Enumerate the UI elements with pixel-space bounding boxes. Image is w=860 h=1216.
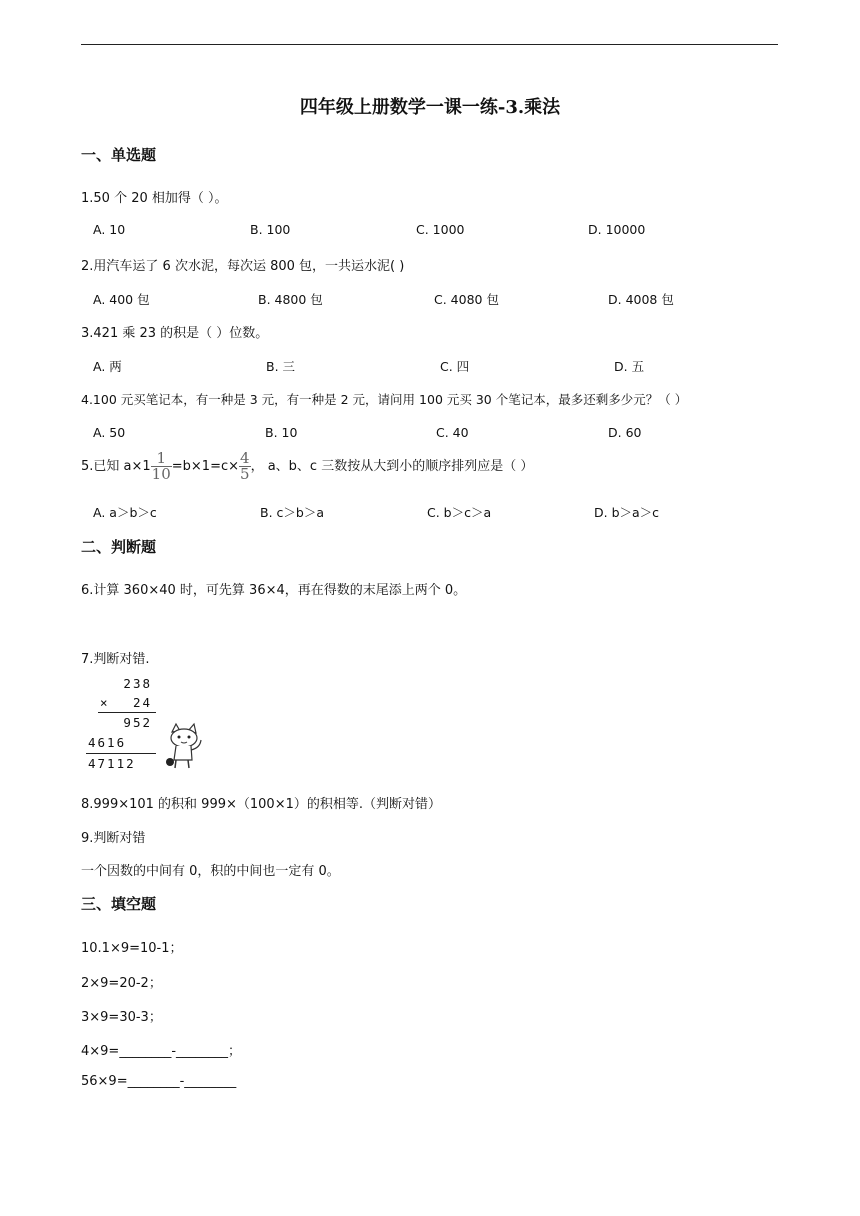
question-2: 2.用汽车运了 6 次水泥，每次运 800 包，一共运水泥( ) [81,259,405,274]
question-10-line-4: 4×9=________-________； [81,1044,242,1059]
option-3a: A. 两 [93,359,122,374]
option-5a: A. a＞b＞c [93,505,157,520]
option-2d: D. 4008 包 [608,292,674,307]
option-1c: C. 1000 [416,222,465,237]
question-10-line-5: 56×9=________-________ [81,1074,237,1089]
question-6: 6.计算 360×40 时，可先算 36×4，再在得数的末尾添上两个 0。 [81,583,467,598]
option-1a: A. 10 [93,222,126,237]
vertical-multiplication [84,674,214,774]
fraction-four-fifths [239,451,251,482]
option-3d: D. 五 [614,359,645,374]
calc-line [98,712,156,713]
option-1b: B. 100 [250,222,291,237]
calc-partial-1: 952 [123,715,152,730]
option-2b: B. 4800 包 [258,292,323,307]
option-2a: A. 400 包 [93,292,150,307]
option-2c: C. 4080 包 [434,292,499,307]
header-rule [81,44,778,45]
option-5b: B. c＞b＞a [260,505,324,520]
question-8: 8.999×101 的积和 999×（100×1）的积相等.（判断对错） [81,797,442,812]
fraction-numerator: 4 [240,449,250,467]
question-4: 4.100 元买笔记本，有一种是 3 元，有一种是 2 元，请问用 100 元买 30 个笔记本，最多还剩多少元？（ ） [81,392,688,407]
question-5 [81,451,533,482]
calc-product: 47112 [88,756,136,771]
question-10-line-2: 2×9=20-2； [81,976,162,991]
option-4a: A. 50 [93,425,126,440]
option-3b: B. 三 [266,359,296,374]
fraction-denominator: 10 [151,465,171,483]
option-5c: C. b＞c＞a [427,505,492,520]
calc-line [86,753,156,754]
multiply-sign: × [100,695,110,710]
fraction-denominator: 5 [240,465,250,483]
question-5-middle: =b×1=c× [171,459,240,474]
cartoon-cat-icon [164,722,208,770]
question-10-line-1: 10.1×9=10-1； [81,941,183,956]
question-9-statement: 一个因数的中间有 0，积的中间也一定有 0。 [81,864,340,879]
option-5d: D. b＞a＞c [594,505,660,520]
option-4b: B. 10 [265,425,298,440]
page-title: 四年级上册数学一课一练-3.乘法 [299,97,561,118]
question-7: 7.判断对错. [81,652,150,667]
question-3: 3.421 乘 23 的积是（ ）位数。 [81,326,269,341]
calc-partial-2: 4616 [88,735,127,750]
question-9: 9.判断对错 [81,831,146,846]
calc-multiplier: 24 [132,695,152,710]
question-5-prefix: 5.已知 a×1 [81,459,151,474]
calc-multiplicand: 238 [123,676,152,691]
option-3c: C. 四 [440,359,470,374]
fraction-numerator: 1 [156,449,166,467]
question-5-suffix: ， a、b、c 三数按从大到小的顺序排列应是（ ） [250,459,534,474]
option-4c: C. 40 [436,425,469,440]
option-1d: D. 10000 [588,222,646,237]
section-heading-true-false: 二、判断题 [81,538,157,556]
question-10-line-3: 3×9=30-3； [81,1010,162,1025]
section-heading-single-choice: 一、单选题 [81,146,157,164]
option-4d: D. 60 [608,425,642,440]
question-1: 1.50 个 20 相加得（ ）。 [81,191,228,206]
fraction-one-tenth [151,451,172,482]
section-heading-fill-in: 三、填空题 [81,895,157,913]
